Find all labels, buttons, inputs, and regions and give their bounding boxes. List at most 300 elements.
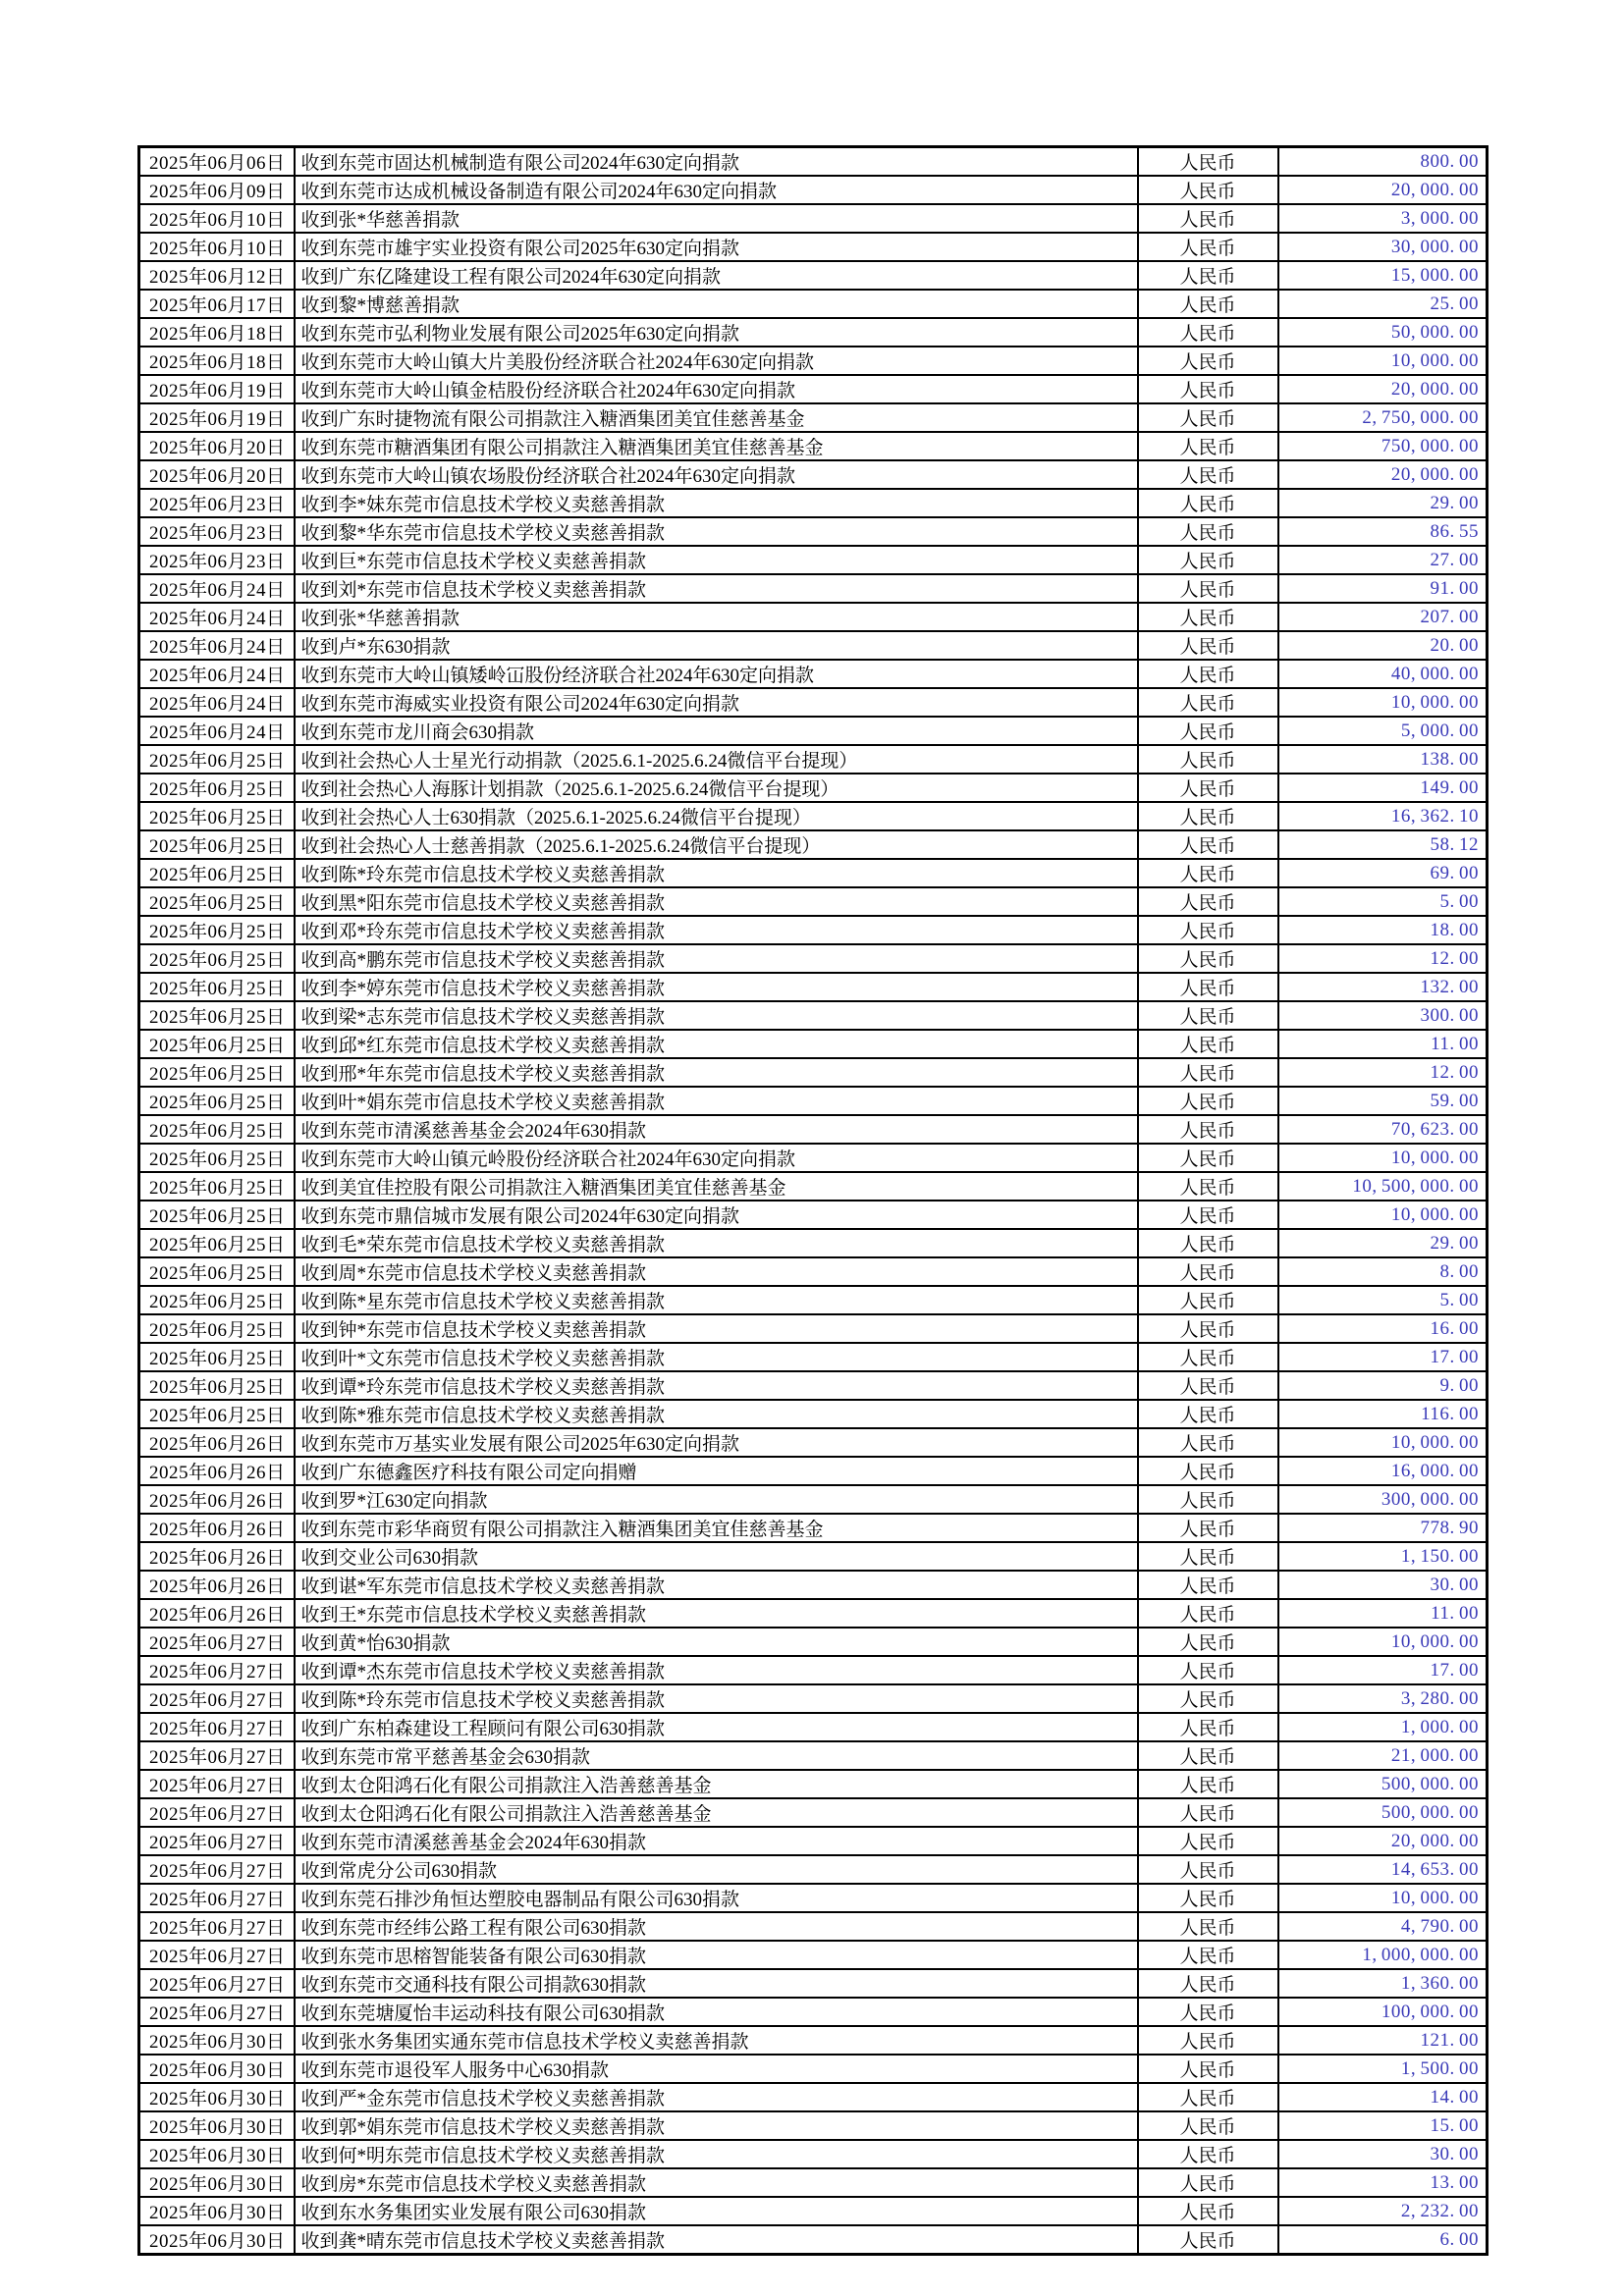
amount-cell: 3, 000. 00 <box>1278 204 1488 233</box>
currency-cell: 人民币 <box>1138 1855 1278 1884</box>
amount-cell: 25. 00 <box>1278 290 1488 318</box>
date-cell: 2025年06月25日 <box>139 745 295 774</box>
currency-cell: 人民币 <box>1138 660 1278 688</box>
currency-cell: 人民币 <box>1138 2083 1278 2111</box>
date-cell: 2025年06月24日 <box>139 717 295 745</box>
currency-cell: 人民币 <box>1138 774 1278 802</box>
currency-cell: 人民币 <box>1138 1827 1278 1855</box>
date-cell: 2025年06月27日 <box>139 1912 295 1941</box>
date-cell: 2025年06月27日 <box>139 1884 295 1912</box>
date-cell: 2025年06月27日 <box>139 1684 295 1713</box>
description-cell: 收到东莞市清溪慈善基金会2024年630捐款 <box>295 1827 1138 1855</box>
description-cell: 收到邓*玲东莞市信息技术学校义卖慈善捐款 <box>295 916 1138 944</box>
description-cell: 收到梁*志东莞市信息技术学校义卖慈善捐款 <box>295 1001 1138 1030</box>
amount-cell: 58. 12 <box>1278 830 1488 859</box>
description-cell: 收到东莞市大岭山镇矮岭冚股份经济联合社2024年630定向捐款 <box>295 660 1138 688</box>
amount-cell: 207. 00 <box>1278 603 1488 631</box>
table-row <box>139 176 1488 204</box>
table-row <box>139 489 1488 517</box>
currency-cell: 人民币 <box>1138 546 1278 574</box>
amount-cell: 8. 00 <box>1278 1257 1488 1286</box>
table-row <box>139 233 1488 261</box>
description-cell: 收到龚*晴东莞市信息技术学校义卖慈善捐款 <box>295 2225 1138 2255</box>
description-cell: 收到社会热心人士慈善捐款（2025.6.1-2025.6.24微信平台提现） <box>295 830 1138 859</box>
currency-cell: 人民币 <box>1138 517 1278 546</box>
table-row <box>139 290 1488 318</box>
table-row <box>139 1628 1488 1656</box>
amount-cell: 300, 000. 00 <box>1278 1485 1488 1514</box>
amount-cell: 29. 00 <box>1278 489 1488 517</box>
currency-cell: 人民币 <box>1138 1571 1278 1599</box>
currency-cell: 人民币 <box>1138 887 1278 916</box>
description-cell: 收到东莞市鼎信城市发展有限公司2024年630定向捐款 <box>295 1201 1138 1229</box>
description-cell: 收到广东时捷物流有限公司捐款注入糖酒集团美宜佳慈善基金 <box>295 403 1138 432</box>
currency-cell: 人民币 <box>1138 347 1278 375</box>
description-cell: 收到东莞市雄宇实业投资有限公司2025年630定向捐款 <box>295 233 1138 261</box>
description-cell: 收到美宜佳控股有限公司捐款注入糖酒集团美宜佳慈善基金 <box>295 1172 1138 1201</box>
currency-cell: 人民币 <box>1138 1428 1278 1457</box>
date-cell: 2025年06月25日 <box>139 973 295 1001</box>
description-cell: 收到谌*军东莞市信息技术学校义卖慈善捐款 <box>295 1571 1138 1599</box>
date-cell: 2025年06月25日 <box>139 1001 295 1030</box>
currency-cell: 人民币 <box>1138 574 1278 603</box>
date-cell: 2025年06月25日 <box>139 944 295 973</box>
currency-cell: 人民币 <box>1138 1058 1278 1087</box>
amount-cell: 3, 280. 00 <box>1278 1684 1488 1713</box>
amount-cell: 50, 000. 00 <box>1278 318 1488 347</box>
amount-cell: 100, 000. 00 <box>1278 1998 1488 2026</box>
currency-cell: 人民币 <box>1138 830 1278 859</box>
table-row <box>139 2111 1488 2140</box>
table-row <box>139 318 1488 347</box>
date-cell: 2025年06月06日 <box>139 147 295 177</box>
table-row <box>139 403 1488 432</box>
currency-cell: 人民币 <box>1138 1030 1278 1058</box>
description-cell: 收到陈*星东莞市信息技术学校义卖慈善捐款 <box>295 1286 1138 1314</box>
description-cell: 收到谭*杰东莞市信息技术学校义卖慈善捐款 <box>295 1656 1138 1684</box>
date-cell: 2025年06月25日 <box>139 1343 295 1371</box>
table-row <box>139 432 1488 460</box>
currency-cell: 人民币 <box>1138 973 1278 1001</box>
date-cell: 2025年06月25日 <box>139 1286 295 1314</box>
amount-cell: 6. 00 <box>1278 2225 1488 2255</box>
table-row <box>139 2140 1488 2168</box>
description-cell: 收到东莞市达成机械设备制造有限公司2024年630定向捐款 <box>295 176 1138 204</box>
currency-cell: 人民币 <box>1138 1656 1278 1684</box>
currency-cell: 人民币 <box>1138 2140 1278 2168</box>
currency-cell: 人民币 <box>1138 2026 1278 2055</box>
date-cell: 2025年06月27日 <box>139 1656 295 1684</box>
currency-cell: 人民币 <box>1138 375 1278 403</box>
amount-cell: 2, 750, 000. 00 <box>1278 403 1488 432</box>
date-cell: 2025年06月25日 <box>139 1115 295 1144</box>
date-cell: 2025年06月27日 <box>139 1998 295 2026</box>
description-cell: 收到太仓阳鸿石化有限公司捐款注入浩善慈善基金 <box>295 1798 1138 1827</box>
currency-cell: 人民币 <box>1138 1485 1278 1514</box>
date-cell: 2025年06月25日 <box>139 1314 295 1343</box>
currency-cell: 人民币 <box>1138 802 1278 830</box>
date-cell: 2025年06月09日 <box>139 176 295 204</box>
currency-cell: 人民币 <box>1138 1001 1278 1030</box>
currency-cell: 人民币 <box>1138 1343 1278 1371</box>
date-cell: 2025年06月30日 <box>139 2055 295 2083</box>
table-row <box>139 717 1488 745</box>
amount-cell: 15, 000. 00 <box>1278 261 1488 290</box>
amount-cell: 1, 360. 00 <box>1278 1969 1488 1998</box>
table-row <box>139 1827 1488 1855</box>
description-cell: 收到东莞市思榕智能装备有限公司630捐款 <box>295 1941 1138 1969</box>
amount-cell: 20. 00 <box>1278 631 1488 660</box>
date-cell: 2025年06月25日 <box>139 1172 295 1201</box>
description-cell: 收到东莞市交通科技有限公司捐款630捐款 <box>295 1969 1138 1998</box>
description-cell: 收到东莞市清溪慈善基金会2024年630捐款 <box>295 1115 1138 1144</box>
amount-cell: 16. 00 <box>1278 1314 1488 1343</box>
currency-cell: 人民币 <box>1138 859 1278 887</box>
table-row <box>139 347 1488 375</box>
amount-cell: 10, 000. 00 <box>1278 1428 1488 1457</box>
table-row <box>139 774 1488 802</box>
table-row <box>139 1371 1488 1400</box>
currency-cell: 人民币 <box>1138 717 1278 745</box>
amount-cell: 20, 000. 00 <box>1278 460 1488 489</box>
currency-cell: 人民币 <box>1138 489 1278 517</box>
description-cell: 收到东水务集团实业发展有限公司630捐款 <box>295 2197 1138 2225</box>
amount-cell: 20, 000. 00 <box>1278 1827 1488 1855</box>
description-cell: 收到东莞市弘利物业发展有限公司2025年630定向捐款 <box>295 318 1138 347</box>
date-cell: 2025年06月24日 <box>139 660 295 688</box>
currency-cell: 人民币 <box>1138 1713 1278 1741</box>
date-cell: 2025年06月18日 <box>139 318 295 347</box>
currency-cell: 人民币 <box>1138 1798 1278 1827</box>
table-row <box>139 1571 1488 1599</box>
amount-cell: 2, 232. 00 <box>1278 2197 1488 2225</box>
amount-cell: 16, 362. 10 <box>1278 802 1488 830</box>
table-row <box>139 944 1488 973</box>
description-cell: 收到王*东莞市信息技术学校义卖慈善捐款 <box>295 1599 1138 1628</box>
currency-cell: 人民币 <box>1138 1941 1278 1969</box>
amount-cell: 91. 00 <box>1278 574 1488 603</box>
table-row <box>139 830 1488 859</box>
date-cell: 2025年06月25日 <box>139 1144 295 1172</box>
amount-cell: 121. 00 <box>1278 2026 1488 2055</box>
description-cell: 收到交业公司630捐款 <box>295 1542 1138 1571</box>
table-row <box>139 1257 1488 1286</box>
table-row <box>139 2026 1488 2055</box>
date-cell: 2025年06月27日 <box>139 1741 295 1770</box>
currency-cell: 人民币 <box>1138 1144 1278 1172</box>
description-cell: 收到广东柏森建设工程顾问有限公司630捐款 <box>295 1713 1138 1741</box>
table-row <box>139 546 1488 574</box>
description-cell: 收到东莞市龙川商会630捐款 <box>295 717 1138 745</box>
amount-cell: 40, 000. 00 <box>1278 660 1488 688</box>
table-row <box>139 916 1488 944</box>
date-cell: 2025年06月27日 <box>139 1855 295 1884</box>
amount-cell: 149. 00 <box>1278 774 1488 802</box>
currency-cell: 人民币 <box>1138 1542 1278 1571</box>
date-cell: 2025年06月27日 <box>139 1628 295 1656</box>
currency-cell: 人民币 <box>1138 233 1278 261</box>
date-cell: 2025年06月24日 <box>139 688 295 717</box>
date-cell: 2025年06月26日 <box>139 1542 295 1571</box>
table-row <box>139 1656 1488 1684</box>
description-cell: 收到罗*江630定向捐款 <box>295 1485 1138 1514</box>
currency-cell: 人民币 <box>1138 318 1278 347</box>
currency-cell: 人民币 <box>1138 2055 1278 2083</box>
table-row <box>139 688 1488 717</box>
date-cell: 2025年06月27日 <box>139 1827 295 1855</box>
date-cell: 2025年06月23日 <box>139 517 295 546</box>
description-cell: 收到广东德鑫医疗科技有限公司定向捐赠 <box>295 1457 1138 1485</box>
description-cell: 收到邱*红东莞市信息技术学校义卖慈善捐款 <box>295 1030 1138 1058</box>
amount-cell: 10, 000. 00 <box>1278 347 1488 375</box>
currency-cell: 人民币 <box>1138 1201 1278 1229</box>
currency-cell: 人民币 <box>1138 631 1278 660</box>
date-cell: 2025年06月25日 <box>139 1201 295 1229</box>
amount-cell: 300. 00 <box>1278 1001 1488 1030</box>
table-row <box>139 1998 1488 2026</box>
date-cell: 2025年06月23日 <box>139 489 295 517</box>
currency-cell: 人民币 <box>1138 1628 1278 1656</box>
description-cell: 收到张*华慈善捐款 <box>295 603 1138 631</box>
date-cell: 2025年06月26日 <box>139 1599 295 1628</box>
table-row <box>139 1144 1488 1172</box>
date-cell: 2025年06月27日 <box>139 1770 295 1798</box>
amount-cell: 70, 623. 00 <box>1278 1115 1488 1144</box>
currency-cell: 人民币 <box>1138 603 1278 631</box>
date-cell: 2025年06月27日 <box>139 1798 295 1827</box>
table-row <box>139 574 1488 603</box>
description-cell: 收到广东亿隆建设工程有限公司2024年630定向捐款 <box>295 261 1138 290</box>
date-cell: 2025年06月25日 <box>139 1257 295 1286</box>
currency-cell: 人民币 <box>1138 944 1278 973</box>
amount-cell: 4, 790. 00 <box>1278 1912 1488 1941</box>
description-cell: 收到周*东莞市信息技术学校义卖慈善捐款 <box>295 1257 1138 1286</box>
table-row <box>139 660 1488 688</box>
table-row <box>139 147 1488 177</box>
date-cell: 2025年06月25日 <box>139 887 295 916</box>
amount-cell: 10, 000. 00 <box>1278 1884 1488 1912</box>
amount-cell: 11. 00 <box>1278 1599 1488 1628</box>
description-cell: 收到东莞市常平慈善基金会630捐款 <box>295 1741 1138 1770</box>
amount-cell: 12. 00 <box>1278 944 1488 973</box>
description-cell: 收到社会热心人士630捐款（2025.6.1-2025.6.24微信平台提现） <box>295 802 1138 830</box>
date-cell: 2025年06月19日 <box>139 375 295 403</box>
currency-cell: 人民币 <box>1138 1087 1278 1115</box>
table-row <box>139 631 1488 660</box>
amount-cell: 17. 00 <box>1278 1343 1488 1371</box>
table-row <box>139 1087 1488 1115</box>
amount-cell: 500, 000. 00 <box>1278 1770 1488 1798</box>
table-row <box>139 261 1488 290</box>
description-cell: 收到太仓阳鸿石化有限公司捐款注入浩善慈善基金 <box>295 1770 1138 1798</box>
table-row <box>139 375 1488 403</box>
description-cell: 收到房*东莞市信息技术学校义卖慈善捐款 <box>295 2168 1138 2197</box>
amount-cell: 59. 00 <box>1278 1087 1488 1115</box>
table-row <box>139 1855 1488 1884</box>
table-row <box>139 204 1488 233</box>
date-cell: 2025年06月30日 <box>139 2140 295 2168</box>
description-cell: 收到张*华慈善捐款 <box>295 204 1138 233</box>
table-row <box>139 2197 1488 2225</box>
date-cell: 2025年06月27日 <box>139 1941 295 1969</box>
date-cell: 2025年06月26日 <box>139 1428 295 1457</box>
date-cell: 2025年06月26日 <box>139 1514 295 1542</box>
table-row <box>139 1912 1488 1941</box>
currency-cell: 人民币 <box>1138 1884 1278 1912</box>
amount-cell: 10, 000. 00 <box>1278 1628 1488 1656</box>
amount-cell: 21, 000. 00 <box>1278 1741 1488 1770</box>
amount-cell: 86. 55 <box>1278 517 1488 546</box>
table-row <box>139 1343 1488 1371</box>
table-row <box>139 859 1488 887</box>
amount-cell: 12. 00 <box>1278 1058 1488 1087</box>
table-row <box>139 745 1488 774</box>
amount-cell: 16, 000. 00 <box>1278 1457 1488 1485</box>
description-cell: 收到东莞市大岭山镇大片美股份经济联合社2024年630定向捐款 <box>295 347 1138 375</box>
table-row <box>139 1542 1488 1571</box>
description-cell: 收到陈*玲东莞市信息技术学校义卖慈善捐款 <box>295 859 1138 887</box>
table-row <box>139 1713 1488 1741</box>
description-cell: 收到毛*荣东莞市信息技术学校义卖慈善捐款 <box>295 1229 1138 1257</box>
table-row <box>139 1058 1488 1087</box>
description-cell: 收到张水务集团实通东莞市信息技术学校义卖慈善捐款 <box>295 2026 1138 2055</box>
date-cell: 2025年06月10日 <box>139 204 295 233</box>
currency-cell: 人民币 <box>1138 2168 1278 2197</box>
amount-cell: 9. 00 <box>1278 1371 1488 1400</box>
table-row <box>139 1941 1488 1969</box>
description-cell: 收到东莞市糖酒集团有限公司捐款注入糖酒集团美宜佳慈善基金 <box>295 432 1138 460</box>
description-cell: 收到陈*玲东莞市信息技术学校义卖慈善捐款 <box>295 1684 1138 1713</box>
description-cell: 收到东莞市经纬公路工程有限公司630捐款 <box>295 1912 1138 1941</box>
description-cell: 收到东莞市退役军人服务中心630捐款 <box>295 2055 1138 2083</box>
description-cell: 收到东莞市固达机械制造有限公司2024年630定向捐款 <box>295 147 1138 177</box>
date-cell: 2025年06月30日 <box>139 2083 295 2111</box>
currency-cell: 人民币 <box>1138 1172 1278 1201</box>
table-row <box>139 1201 1488 1229</box>
amount-cell: 20, 000. 00 <box>1278 176 1488 204</box>
description-cell: 收到陈*雅东莞市信息技术学校义卖慈善捐款 <box>295 1400 1138 1428</box>
table-row <box>139 1684 1488 1713</box>
date-cell: 2025年06月25日 <box>139 859 295 887</box>
currency-cell: 人民币 <box>1138 1969 1278 1998</box>
description-cell: 收到严*金东莞市信息技术学校义卖慈善捐款 <box>295 2083 1138 2111</box>
description-cell: 收到东莞石排沙角恒达塑胶电器制品有限公司630捐款 <box>295 1884 1138 1912</box>
description-cell: 收到东莞市大岭山镇元岭股份经济联合社2024年630定向捐款 <box>295 1144 1138 1172</box>
date-cell: 2025年06月25日 <box>139 916 295 944</box>
currency-cell: 人民币 <box>1138 147 1278 177</box>
currency-cell: 人民币 <box>1138 2111 1278 2140</box>
date-cell: 2025年06月26日 <box>139 1485 295 1514</box>
currency-cell: 人民币 <box>1138 261 1278 290</box>
donation-ledger-table <box>137 145 1489 2256</box>
amount-cell: 10, 500, 000. 00 <box>1278 1172 1488 1201</box>
description-cell: 收到谭*玲东莞市信息技术学校义卖慈善捐款 <box>295 1371 1138 1400</box>
date-cell: 2025年06月20日 <box>139 432 295 460</box>
table-row <box>139 1514 1488 1542</box>
table-row <box>139 2083 1488 2111</box>
table-row <box>139 2055 1488 2083</box>
amount-cell: 69. 00 <box>1278 859 1488 887</box>
date-cell: 2025年06月24日 <box>139 631 295 660</box>
table-row <box>139 603 1488 631</box>
description-cell: 收到黄*怡630捐款 <box>295 1628 1138 1656</box>
currency-cell: 人民币 <box>1138 204 1278 233</box>
amount-cell: 5, 000. 00 <box>1278 717 1488 745</box>
table-row <box>139 1428 1488 1457</box>
date-cell: 2025年06月10日 <box>139 233 295 261</box>
date-cell: 2025年06月20日 <box>139 460 295 489</box>
amount-cell: 800. 00 <box>1278 147 1488 177</box>
currency-cell: 人民币 <box>1138 1998 1278 2026</box>
table-row <box>139 1770 1488 1798</box>
table-row <box>139 1314 1488 1343</box>
currency-cell: 人民币 <box>1138 1912 1278 1941</box>
currency-cell: 人民币 <box>1138 2225 1278 2255</box>
date-cell: 2025年06月27日 <box>139 1713 295 1741</box>
amount-cell: 20, 000. 00 <box>1278 375 1488 403</box>
description-cell: 收到黎*博慈善捐款 <box>295 290 1138 318</box>
amount-cell: 29. 00 <box>1278 1229 1488 1257</box>
currency-cell: 人民币 <box>1138 1314 1278 1343</box>
description-cell: 收到东莞市海威实业投资有限公司2024年630定向捐款 <box>295 688 1138 717</box>
description-cell: 收到钟*东莞市信息技术学校义卖慈善捐款 <box>295 1314 1138 1343</box>
date-cell: 2025年06月12日 <box>139 261 295 290</box>
currency-cell: 人民币 <box>1138 1115 1278 1144</box>
currency-cell: 人民币 <box>1138 176 1278 204</box>
date-cell: 2025年06月25日 <box>139 802 295 830</box>
description-cell: 收到高*鹏东莞市信息技术学校义卖慈善捐款 <box>295 944 1138 973</box>
currency-cell: 人民币 <box>1138 290 1278 318</box>
currency-cell: 人民币 <box>1138 1371 1278 1400</box>
amount-cell: 17. 00 <box>1278 1656 1488 1684</box>
date-cell: 2025年06月25日 <box>139 774 295 802</box>
date-cell: 2025年06月26日 <box>139 1571 295 1599</box>
table-row <box>139 517 1488 546</box>
description-cell: 收到社会热心人海豚计划捐款（2025.6.1-2025.6.24微信平台提现） <box>295 774 1138 802</box>
date-cell: 2025年06月30日 <box>139 2168 295 2197</box>
table-row <box>139 1599 1488 1628</box>
amount-cell: 10, 000. 00 <box>1278 1144 1488 1172</box>
currency-cell: 人民币 <box>1138 1229 1278 1257</box>
currency-cell: 人民币 <box>1138 1257 1278 1286</box>
date-cell: 2025年06月17日 <box>139 290 295 318</box>
date-cell: 2025年06月30日 <box>139 2225 295 2255</box>
description-cell: 收到卢*东630捐款 <box>295 631 1138 660</box>
description-cell: 收到黑*阳东莞市信息技术学校义卖慈善捐款 <box>295 887 1138 916</box>
description-cell: 收到东莞市大岭山镇农场股份经济联合社2024年630定向捐款 <box>295 460 1138 489</box>
date-cell: 2025年06月30日 <box>139 2197 295 2225</box>
description-cell: 收到常虎分公司630捐款 <box>295 1855 1138 1884</box>
amount-cell: 30, 000. 00 <box>1278 233 1488 261</box>
description-cell: 收到社会热心人士星光行动捐款（2025.6.1-2025.6.24微信平台提现） <box>295 745 1138 774</box>
currency-cell: 人民币 <box>1138 745 1278 774</box>
amount-cell: 14, 653. 00 <box>1278 1855 1488 1884</box>
table-row <box>139 1798 1488 1827</box>
date-cell: 2025年06月27日 <box>139 1969 295 1998</box>
date-cell: 2025年06月25日 <box>139 1030 295 1058</box>
table-row <box>139 973 1488 1001</box>
date-cell: 2025年06月25日 <box>139 830 295 859</box>
currency-cell: 人民币 <box>1138 1400 1278 1428</box>
table-row <box>139 1969 1488 1998</box>
table-row <box>139 1741 1488 1770</box>
amount-cell: 10, 000. 00 <box>1278 688 1488 717</box>
table-row <box>139 2168 1488 2197</box>
amount-cell: 30. 00 <box>1278 1571 1488 1599</box>
description-cell: 收到东莞塘厦怡丰运动科技有限公司630捐款 <box>295 1998 1138 2026</box>
amount-cell: 778. 90 <box>1278 1514 1488 1542</box>
currency-cell: 人民币 <box>1138 1684 1278 1713</box>
